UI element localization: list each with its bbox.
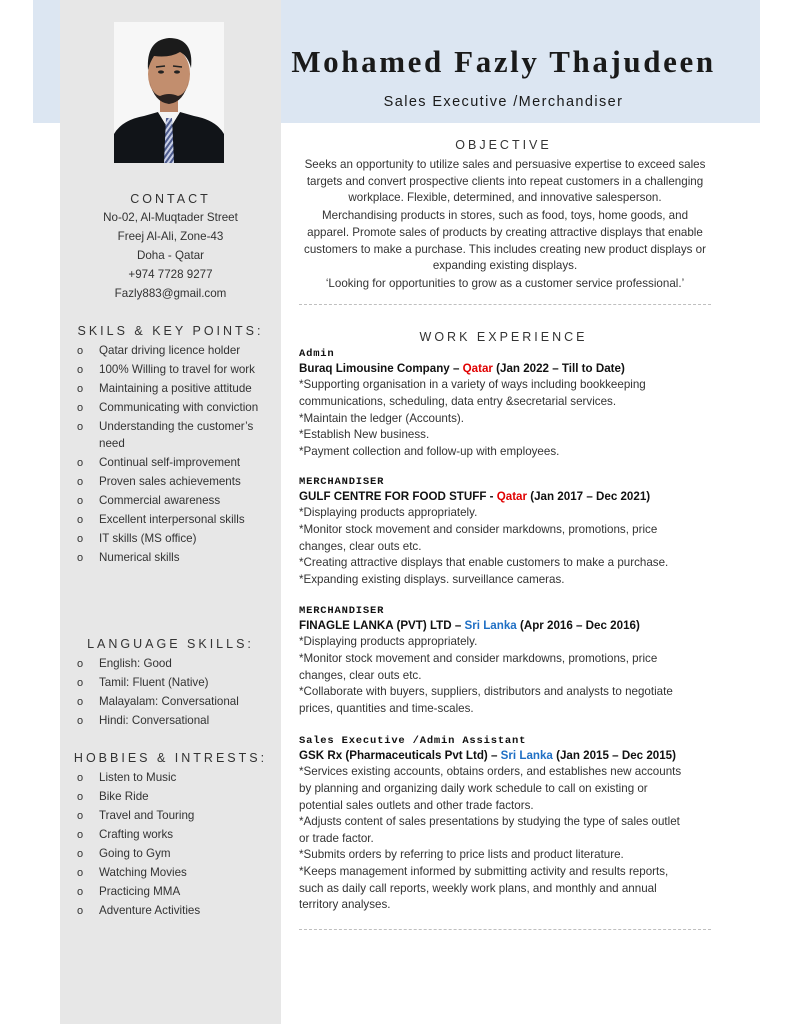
job-duty: *Submits orders by referring to price lists and product literature. xyxy=(299,848,624,862)
job-duty: *Collaborate with buyers, suppliers, distributors and analysts to negotiate xyxy=(299,685,673,699)
languages-list xyxy=(77,656,267,732)
job-duty: *Monitor stock movement and consider markdowns, promotions, price xyxy=(299,523,658,536)
job-location: Qatar xyxy=(496,490,528,503)
job-duty: *Keeps management informed by submitting activity and results reports, xyxy=(299,864,669,878)
hobby-item: o Going to Gym xyxy=(77,846,267,863)
language-item: o English: Good xyxy=(77,656,267,673)
job-duty: such as daily call reports, weekly work plans, and monthly and annual xyxy=(299,881,657,895)
job-company xyxy=(299,618,711,634)
skills-list xyxy=(77,343,267,569)
job-dates: (Jan 2017 – Dec 2021) xyxy=(527,490,651,503)
job-duty: *Creating attractive displays that enable customers to make a purchase. xyxy=(299,556,669,570)
language-item: o Tamil: Fluent (Native) xyxy=(77,675,267,692)
objective-heading: OBJECTIVE xyxy=(455,138,552,152)
job-duty: changes, clear outs etc. xyxy=(299,539,422,553)
skills-heading: SKILS & KEY POINTS: xyxy=(77,324,264,338)
job-title: Sales Executive /Admin Assistant xyxy=(299,735,527,747)
job-company xyxy=(299,748,711,764)
job-title: MERCHANDISER xyxy=(299,476,385,488)
hobby-item: o Bike Ride xyxy=(77,789,267,806)
skill-item: o Communicating with conviction xyxy=(77,400,267,417)
job-entry xyxy=(299,348,711,460)
job-duty: *Displaying products appropriately. xyxy=(299,635,478,649)
job-duty: territory analyses. xyxy=(299,898,391,912)
section-divider xyxy=(299,929,711,930)
profile-photo xyxy=(114,22,224,163)
language-item: o Malayalam: Conversational xyxy=(77,694,267,711)
job-title: MERCHANDISER xyxy=(299,605,385,617)
languages-heading: LANGUAGE SKILLS: xyxy=(87,637,254,651)
job-duty: prices, quantities and time-scales. xyxy=(299,701,474,715)
job-duty: potential sales outlets and other trade factors. xyxy=(299,798,534,812)
company-name: FINAGLE LANKA (PVT) LTD – xyxy=(299,619,465,632)
job-duty: communications, scheduling, data entry &secretarial services. xyxy=(299,395,617,408)
job-entry xyxy=(299,735,711,914)
objective-paragraph: Seeks an opportunity to utilize sales and persuasive expertise to exceed sales targets and convert prospective clients into repeat customers in a challenging workplace. Flexible, determined, and innovative salesperson. xyxy=(304,158,706,205)
phone-number: +974 7728 9277 xyxy=(128,268,213,282)
job-company xyxy=(299,489,711,505)
hobby-item: o Watching Movies xyxy=(77,865,267,882)
section-divider xyxy=(299,304,711,305)
skill-item: o Continual self-improvement xyxy=(77,455,267,472)
hobby-item: o Listen to Music xyxy=(77,770,267,787)
job-duty: *Displaying products appropriately. xyxy=(299,506,478,520)
skill-item: o Qatar driving licence holder xyxy=(77,343,267,360)
job-dates: (Apr 2016 – Dec 2016) xyxy=(516,619,640,632)
skill-item: o IT skills (MS office) xyxy=(77,531,267,548)
objective-paragraph: Merchandising products in stores, such as food, toys, home goods, and apparel. Promote sales of products by creating attractive displays that enable customers to make a purchase. This includes creating new product displays or expanding existing displays. xyxy=(304,209,706,273)
job-company xyxy=(299,361,711,377)
skill-item: o Commercial awareness xyxy=(77,493,267,510)
experience-heading: WORK EXPERIENCE xyxy=(419,330,588,344)
candidate-name: Mohamed Fazly Thajudeen xyxy=(291,44,716,79)
job-dates: (Jan 2015 – Dec 2015) xyxy=(552,749,676,762)
hobbies-list xyxy=(77,770,267,922)
address-city: Doha - Qatar xyxy=(136,249,204,263)
hobby-item: o Adventure Activities xyxy=(77,903,267,920)
job-entry xyxy=(299,476,711,588)
job-title: Admin xyxy=(299,348,335,360)
hobby-item: o Travel and Touring xyxy=(77,808,267,825)
skill-item: o Numerical skills xyxy=(77,550,267,567)
contact-heading: CONTACT xyxy=(130,192,211,206)
contact-details xyxy=(60,208,281,303)
address-line-1: No-02, Al-Muqtader Street xyxy=(103,211,238,224)
job-dates: (Jan 2022 – Till to Date) xyxy=(492,362,625,375)
company-name: GULF CENTRE FOR FOOD STUFF - xyxy=(299,490,497,503)
company-name: Buraq Limousine Company – xyxy=(299,362,463,375)
objective-text xyxy=(300,157,710,293)
job-duty: *Adjusts content of sales presentations by studying the type of sales outlet xyxy=(299,815,680,829)
hobbies-heading: HOBBIES & INTRESTS: xyxy=(73,751,268,765)
job-duty: changes, clear outs etc. xyxy=(299,668,422,682)
skill-item: o Proven sales achievements xyxy=(77,474,267,491)
company-name: GSK Rx (Pharmaceuticals Pvt Ltd) – xyxy=(299,749,501,762)
email-address: Fazly883@gmail.com xyxy=(114,287,227,301)
job-duty: *Establish New business. xyxy=(299,428,430,442)
skill-item: o Excellent interpersonal skills xyxy=(77,512,267,529)
address-line-2: Freej Al-Ali, Zone-43 xyxy=(117,230,224,244)
job-duty: *Monitor stock movement and consider markdowns, promotions, price xyxy=(299,652,658,665)
job-location: Sri Lanka xyxy=(500,749,553,762)
hobby-item: o Crafting works xyxy=(77,827,267,844)
job-duty: *Payment collection and follow-up with employees. xyxy=(299,444,560,458)
job-duty: *Supporting organisation in a variety of ways including bookkeeping xyxy=(299,378,646,392)
candidate-role: Sales Executive /Merchandiser xyxy=(383,94,624,110)
skill-item: o Maintaining a positive attitude xyxy=(77,381,267,398)
skill-item: o 100% Willing to travel for work xyxy=(77,362,267,379)
skill-item: o Understanding the customer’s need xyxy=(77,419,267,452)
job-duty: *Maintain the ledger (Accounts). xyxy=(299,411,464,425)
job-entry xyxy=(299,605,711,717)
job-duty: *Expanding existing displays. surveillance cameras. xyxy=(299,572,565,586)
job-location: Qatar xyxy=(462,362,493,375)
objective-quote: ‘Looking for opportunities to grow as a customer service professional.’ xyxy=(325,276,685,290)
hobby-item: o Practicing MMA xyxy=(77,884,267,901)
job-duty: *Services existing accounts, obtains orders, and establishes new accounts xyxy=(299,765,682,779)
language-item: o Hindi: Conversational xyxy=(77,713,267,730)
job-location: Sri Lanka xyxy=(464,619,517,632)
job-duty: by planning and organizing daily work schedule to call on existing or xyxy=(299,782,648,795)
job-duty: or trade factor. xyxy=(299,831,374,845)
